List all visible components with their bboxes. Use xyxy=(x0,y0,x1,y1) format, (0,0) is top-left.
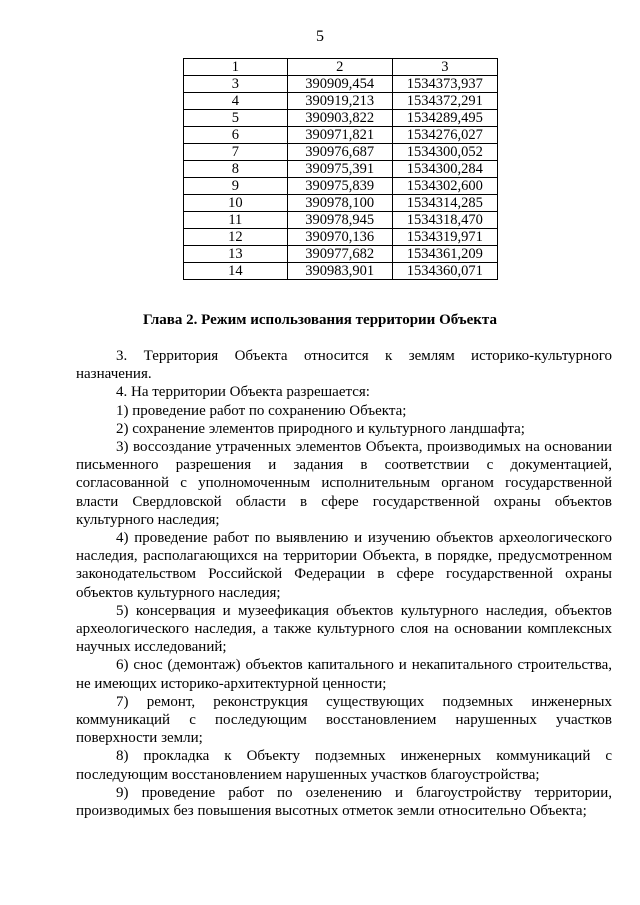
y-coordinate-cell: 1534318,470 xyxy=(392,212,497,229)
point-number-cell: 3 xyxy=(184,76,288,93)
y-coordinate-cell: 1534314,285 xyxy=(392,195,497,212)
header-cell: 2 xyxy=(287,59,392,76)
paragraph: 3. Территория Объекта относится к землям историко-культурного назначения. xyxy=(76,348,612,383)
x-coordinate-cell: 390978,100 xyxy=(287,195,392,212)
header-cell: 3 xyxy=(392,59,497,76)
y-coordinate-cell: 1534372,291 xyxy=(392,93,497,110)
table-row xyxy=(184,195,498,212)
x-coordinate-cell: 390909,454 xyxy=(287,76,392,93)
paragraph: 5) консервация и музеефикация объектов культурного наследия, объектов археологического наследия, а также культурного слоя на основании комплексных научных исследований; xyxy=(76,602,612,656)
table-row xyxy=(184,178,498,195)
point-number-cell: 9 xyxy=(184,178,288,195)
table-header-row xyxy=(184,59,498,76)
paragraph: 1) проведение работ по сохранению Объекта; xyxy=(116,402,407,419)
x-coordinate-cell: 390975,391 xyxy=(287,161,392,178)
point-number-cell: 10 xyxy=(184,195,288,212)
table-row xyxy=(184,161,498,178)
paragraph: 9) проведение работ по озеленению и благоустройству территории, производимых без повышения высотных отметок земли относительно Объекта; xyxy=(76,784,612,820)
x-coordinate-cell: 390983,901 xyxy=(287,263,392,280)
x-coordinate-cell: 390970,136 xyxy=(287,229,392,246)
point-number-cell: 13 xyxy=(184,246,288,263)
paragraph: 2) сохранение элементов природного и культурного ландшафта; xyxy=(116,420,525,437)
table-row xyxy=(184,212,498,229)
table-row xyxy=(184,229,498,246)
point-number-cell: 7 xyxy=(184,144,288,161)
point-number-cell: 5 xyxy=(184,110,288,127)
table-row xyxy=(184,76,498,93)
y-coordinate-cell: 1534300,052 xyxy=(392,144,497,161)
paragraph: 4) проведение работ по выявлению и изучению объектов археологического наследия, располагающихся на территории Объекта, в порядке, предусмотренном законодательством Российской Федерации в сфере государственной охраны объектов культурного наследия; xyxy=(76,530,612,601)
x-coordinate-cell: 390975,839 xyxy=(287,178,392,195)
point-number-cell: 11 xyxy=(184,212,288,229)
paragraph: 3) воссоздание утраченных элементов Объекта, производимых на основании письменного разрешения и задания в соответствии с документацией, согласованной с уполномоченным исполнительным органом государственной власти Свердловской области в сфере государственной охраны объектов культурного наследия; xyxy=(76,439,612,528)
y-coordinate-cell: 1534361,209 xyxy=(392,246,497,263)
point-number-cell: 12 xyxy=(184,229,288,246)
table-row xyxy=(184,263,498,280)
chapter-title: Глава 2. Режим использования территории Объекта xyxy=(143,312,497,328)
table-row xyxy=(184,110,498,127)
x-coordinate-cell: 390976,687 xyxy=(287,144,392,161)
x-coordinate-cell: 390971,821 xyxy=(287,127,392,144)
paragraph: 6) снос (демонтаж) объектов капитального и некапитального строительства, не имеющих историко-архитектурной ценности; xyxy=(76,657,612,692)
header-cell: 1 xyxy=(184,59,288,76)
table-row xyxy=(184,246,498,263)
page-number: 5 xyxy=(316,28,324,45)
point-number-cell: 14 xyxy=(184,263,288,280)
point-number-cell: 4 xyxy=(184,93,288,110)
point-number-cell: 8 xyxy=(184,161,288,178)
y-coordinate-cell: 1534360,071 xyxy=(392,263,497,280)
point-number-cell: 6 xyxy=(184,127,288,144)
x-coordinate-cell: 390903,822 xyxy=(287,110,392,127)
y-coordinate-cell: 1534276,027 xyxy=(392,127,497,144)
paragraph: 4. На территории Объекта разрешается: xyxy=(116,384,370,401)
y-coordinate-cell: 1534319,971 xyxy=(392,229,497,246)
y-coordinate-cell: 1534302,600 xyxy=(392,178,497,195)
document-body xyxy=(76,347,612,820)
coordinates-table xyxy=(183,58,498,280)
y-coordinate-cell: 1534289,495 xyxy=(392,110,497,127)
x-coordinate-cell: 390978,945 xyxy=(287,212,392,229)
x-coordinate-cell: 390919,213 xyxy=(287,93,392,110)
x-coordinate-cell: 390977,682 xyxy=(287,246,392,263)
paragraph: 7) ремонт, реконструкция существующих подземных инженерных коммуникаций с последующим восстановлением нарушенных участков поверхности земли; xyxy=(76,693,612,747)
y-coordinate-cell: 1534300,284 xyxy=(392,161,497,178)
table-row xyxy=(184,144,498,161)
table-row xyxy=(184,93,498,110)
table-row xyxy=(184,127,498,144)
paragraph: 8) прокладка к Объекту подземных инженерных коммуникаций с последующим восстановлением нарушенных участков благоустройства; xyxy=(76,748,612,783)
y-coordinate-cell: 1534373,937 xyxy=(392,76,497,93)
